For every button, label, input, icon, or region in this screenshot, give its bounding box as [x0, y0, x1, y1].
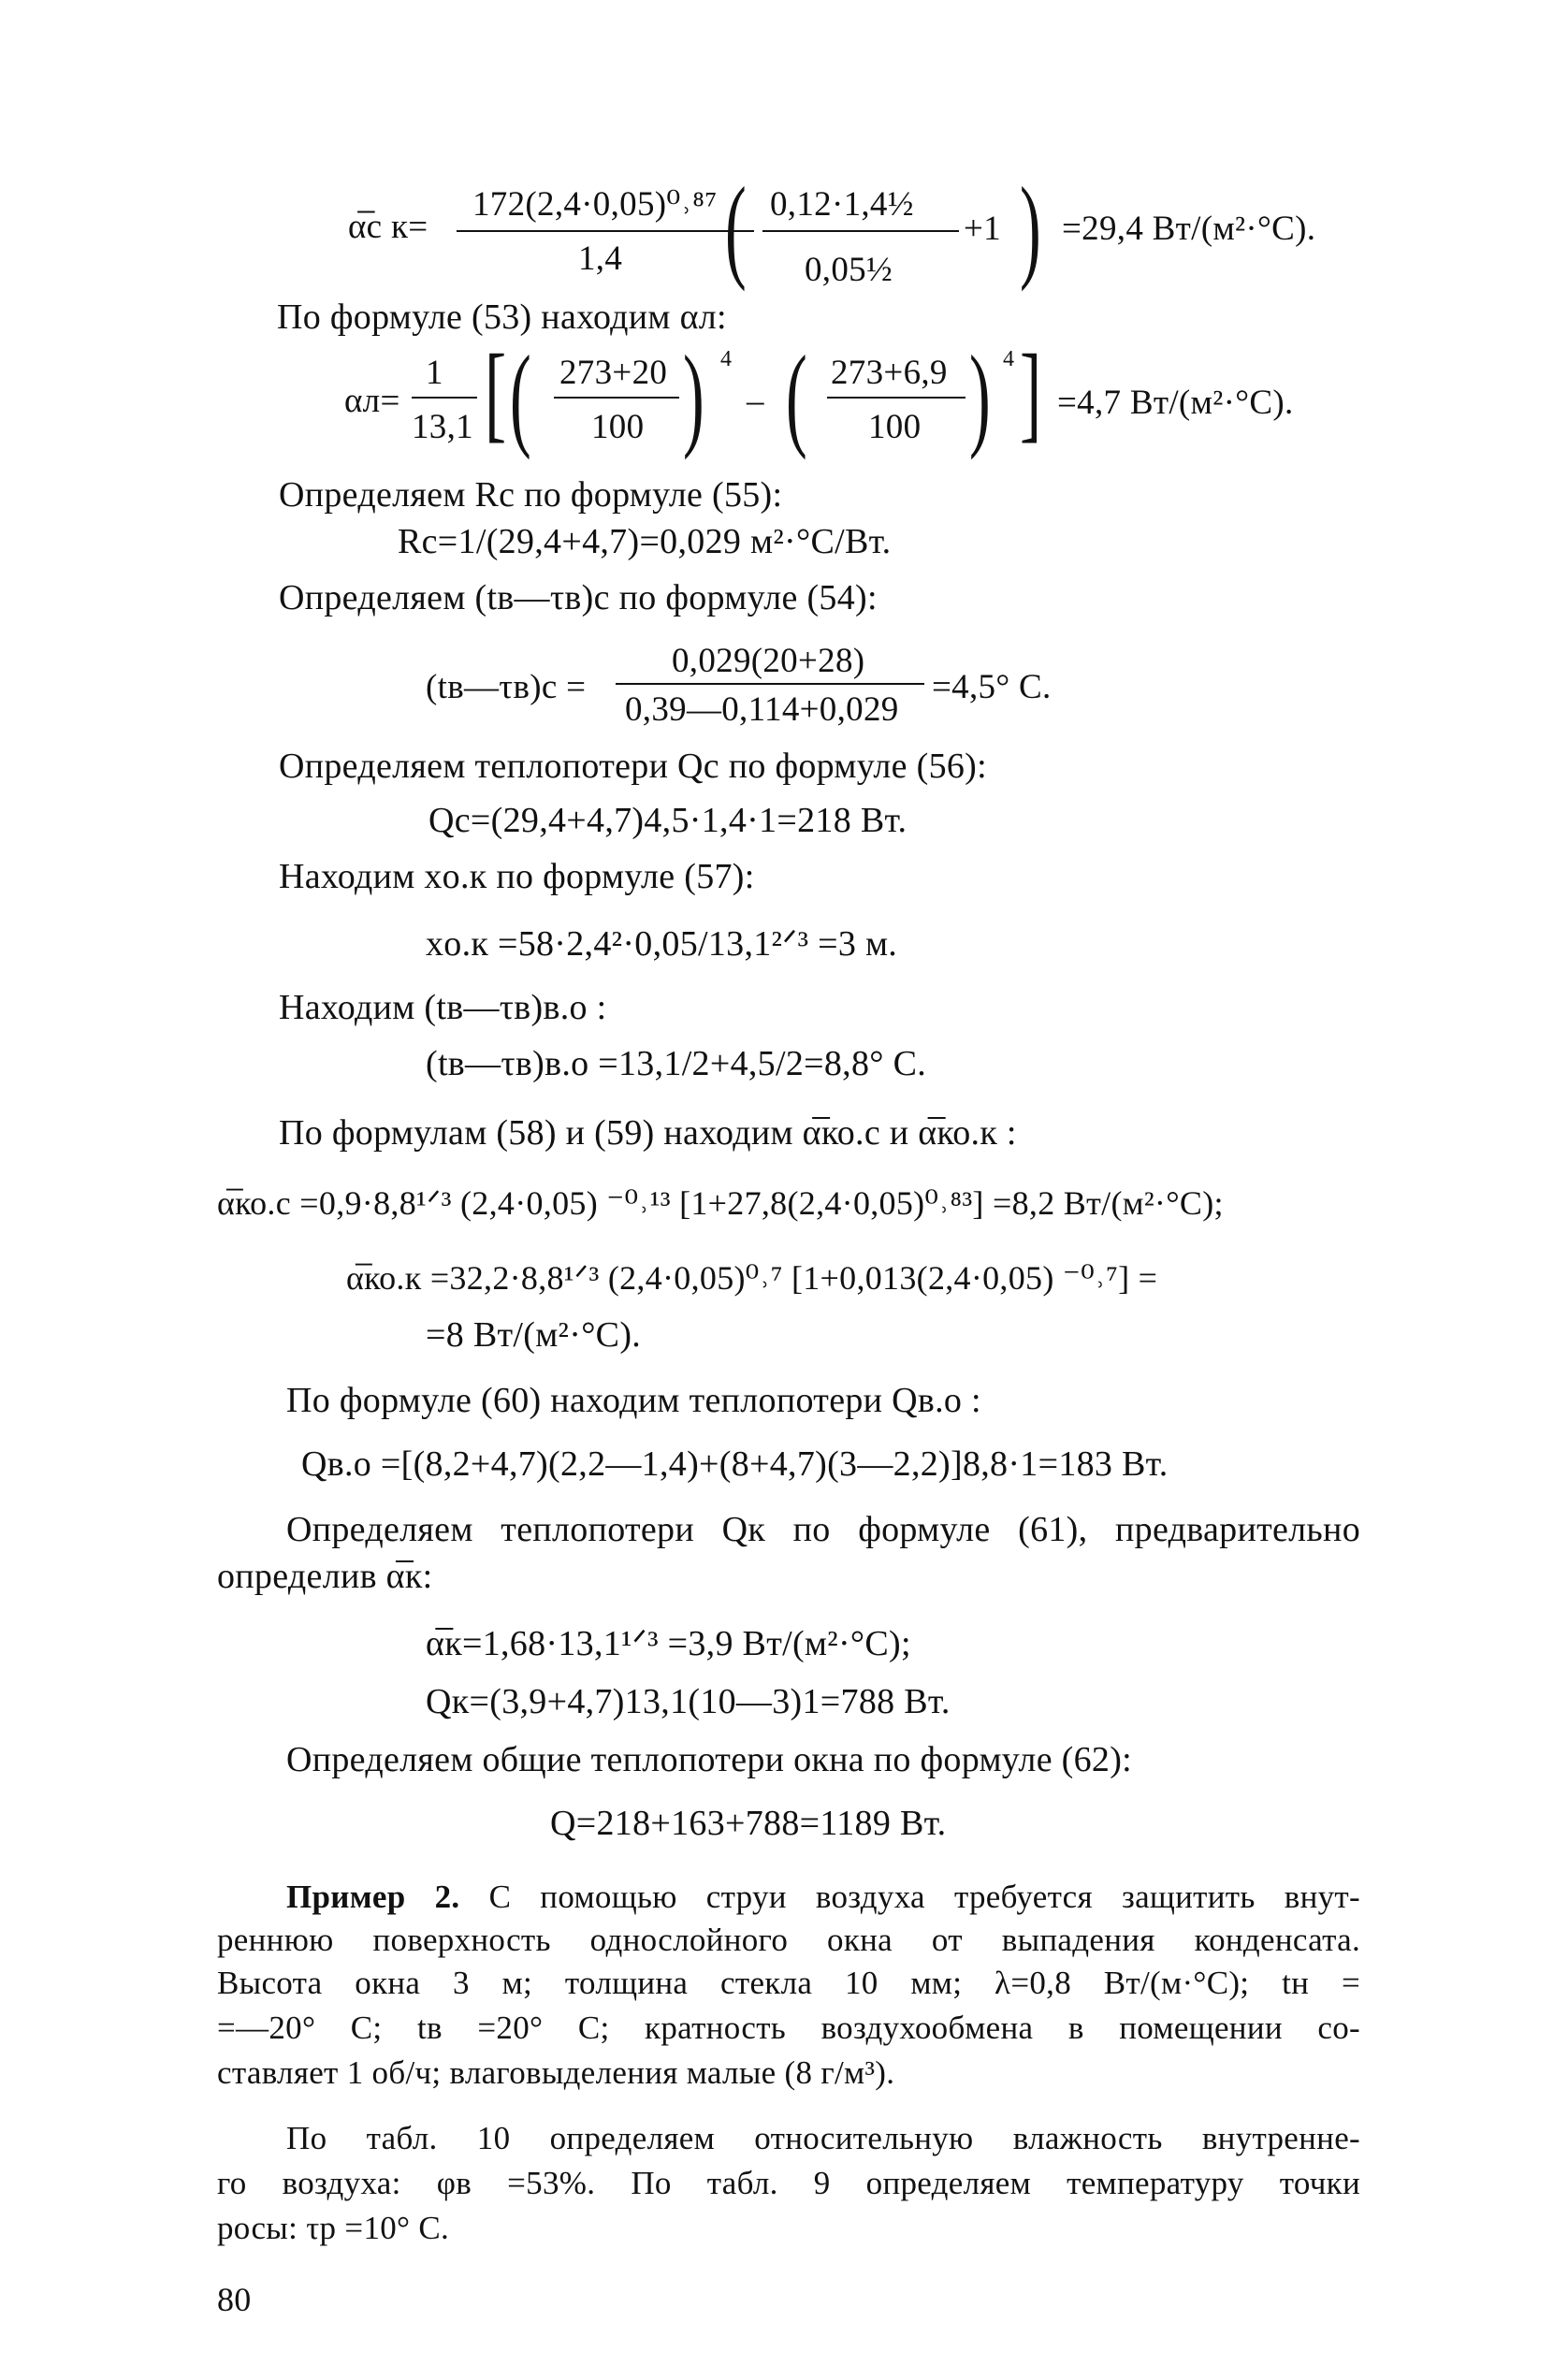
eq2-b-denominator: 100 — [868, 408, 922, 446]
page-number: 80 — [217, 2281, 252, 2318]
table-ref-line2: го воздуха: φв =53%. По табл. 9 определяем температуру точки — [217, 2165, 1360, 2201]
eq2-open-bracket: [ — [485, 333, 507, 453]
qc-equation: Qс=(29,4+4,7)4,5·1,4·1=218 Вт. — [428, 801, 907, 840]
alpha-oc-equation: α̅ко.с =0,9·8,8¹ᐟ³ (2,4·0,05) ⁻⁰˒¹³ [1+27,8(2,4·0,05)⁰˒⁸³] =8,2 Вт/(м²·°С); — [217, 1184, 1224, 1222]
formula53-line: По формуле (53) находим αл: — [277, 297, 727, 337]
example2-line2: реннюю поверхность однослойного окна от выпадения конденсата. — [217, 1922, 1360, 1958]
formulas-58-59-line: По формулам (58) и (59) находим α̅ко.с и α̅ко.к : — [279, 1113, 1017, 1153]
eq2-lhs: αл= — [344, 382, 400, 420]
alpha-ok-equation: α̅ко.к =32,2·8,8¹ᐟ³ (2,4·0,05)⁰˒⁷ [1+0,013(2,4·0,05) ⁻⁰˒⁷] = — [346, 1259, 1158, 1297]
eq1-inner-fraction-bar — [762, 230, 959, 232]
example2-label: Пример 2. — [286, 1879, 460, 1915]
eq1-inner-numerator: 0,12·1,4½ — [770, 185, 914, 224]
eq2-close-bracket: ] — [1020, 333, 1042, 453]
qk-equation: Qк=(3,9+4,7)13,1(10—3)1=788 Вт. — [426, 1682, 951, 1721]
formula61-intro-line1: Определяем теплопотери Qк по формуле (61), предварительно — [286, 1510, 1360, 1549]
example2-line1 — [286, 1880, 1360, 1913]
example2-line3: Высота окна 3 м; толщина стекла 10 мм; λ=0,8 Вт/(м·°С); tн = — [217, 1965, 1360, 2001]
eq1-inner-denominator: 0,05½ — [805, 251, 893, 289]
table-ref-line1: По табл. 10 определяем относительную влажность внутренне- — [286, 2120, 1360, 2156]
example2-line4: =—20° С; tв =20° С; кратность воздухообмена в помещении со- — [217, 2010, 1360, 2046]
eq1-plus-one: +1 — [964, 210, 1001, 248]
tvo-intro: Находим (tв—τв)в.о : — [279, 988, 607, 1027]
eq2-a-fraction-bar — [554, 397, 679, 399]
qc-intro: Определяем теплопотери Qс по формуле (56): — [279, 747, 987, 786]
eq3-numerator: 0,029(20+28) — [672, 642, 865, 680]
total-heat-loss: Q=218+163+788=1189 Вт. — [550, 1804, 947, 1843]
eq1-result: =29,4 Вт/(м²·°С). — [1062, 210, 1316, 248]
eq2-denominator: 13,1 — [412, 408, 473, 446]
eq1-numerator: 172(2,4·0,05)⁰˒⁸⁷ — [472, 185, 718, 224]
eq3-fraction-bar — [616, 683, 924, 685]
eq2-fraction-bar — [412, 397, 477, 399]
eq2-b-fraction-bar — [827, 397, 965, 399]
eq1-fraction-bar — [457, 230, 754, 232]
xok-intro: Находим xо.к по формуле (57): — [279, 857, 755, 896]
eq2-paren-b-close: ) — [969, 332, 991, 460]
eq1-open-paren: ( — [725, 164, 747, 292]
tv-intro: Определяем (tв—τв)с по формуле (54): — [279, 578, 878, 617]
rc-equation: Rс=1/(29,4+4,7)=0,029 м²·°С/Вт. — [398, 522, 892, 561]
eq3-lhs: (tв—τв)с = — [426, 668, 587, 706]
eq3-result: =4,5° С. — [932, 668, 1052, 706]
formula60-intro: По формуле (60) находим теплопотери Qв.о : — [286, 1381, 981, 1420]
eq1-lhs: α̅с к= — [348, 208, 428, 246]
eq2-paren-a-open: ( — [510, 332, 531, 460]
formula62-intro: Определяем общие теплопотери окна по формуле (62): — [286, 1740, 1133, 1779]
table-ref-line3: росы: τр =10° С. — [217, 2210, 450, 2246]
alpha-ok-result: =8 Вт/(м²·°С). — [426, 1315, 642, 1355]
eq2-b-numerator: 273+6,9 — [831, 354, 948, 392]
eq2-paren-b-open: ( — [786, 332, 807, 460]
alpha-k-equation: α̅к=1,68·13,1¹ᐟ³ =3,9 Вт/(м²·°С); — [426, 1624, 911, 1663]
eq2-result: =4,7 Вт/(м²·°С). — [1057, 384, 1294, 422]
eq2-a-denominator: 100 — [591, 408, 645, 446]
example2-line1-text: С помощью струи воздуха требуется защитить внут- — [488, 1879, 1360, 1915]
eq2-power-b: 4 — [1003, 347, 1015, 371]
eq1-close-paren: ) — [1020, 164, 1041, 292]
formula61-intro-line2: определив α̅к: — [217, 1557, 433, 1596]
eq2-a-numerator: 273+20 — [559, 354, 668, 392]
tvo-equation: (tв—τв)в.о =13,1/2+4,5/2=8,8° С. — [426, 1044, 927, 1083]
eq2-minus: – — [747, 382, 764, 420]
xok-equation: xо.к =58·2,4²·0,05/13,1²ᐟ³ =3 м. — [426, 924, 898, 964]
eq2-one: 1 — [426, 354, 443, 392]
eq2-power-a: 4 — [720, 347, 733, 371]
eq3-denominator: 0,39—0,114+0,029 — [625, 690, 899, 729]
eq1-denominator: 1,4 — [578, 239, 623, 278]
example2-line5: ставляет 1 об/ч; влаговыделения малые (8 г/м³). — [217, 2054, 895, 2091]
eq2-paren-a-close: ) — [683, 332, 704, 460]
rc-intro: Определяем Rс по формуле (55): — [279, 475, 783, 515]
formula60-equation: Qв.о =[(8,2+4,7)(2,2—1,4)+(8+4,7)(3—2,2)]8,8·1=183 Вт. — [301, 1444, 1169, 1484]
